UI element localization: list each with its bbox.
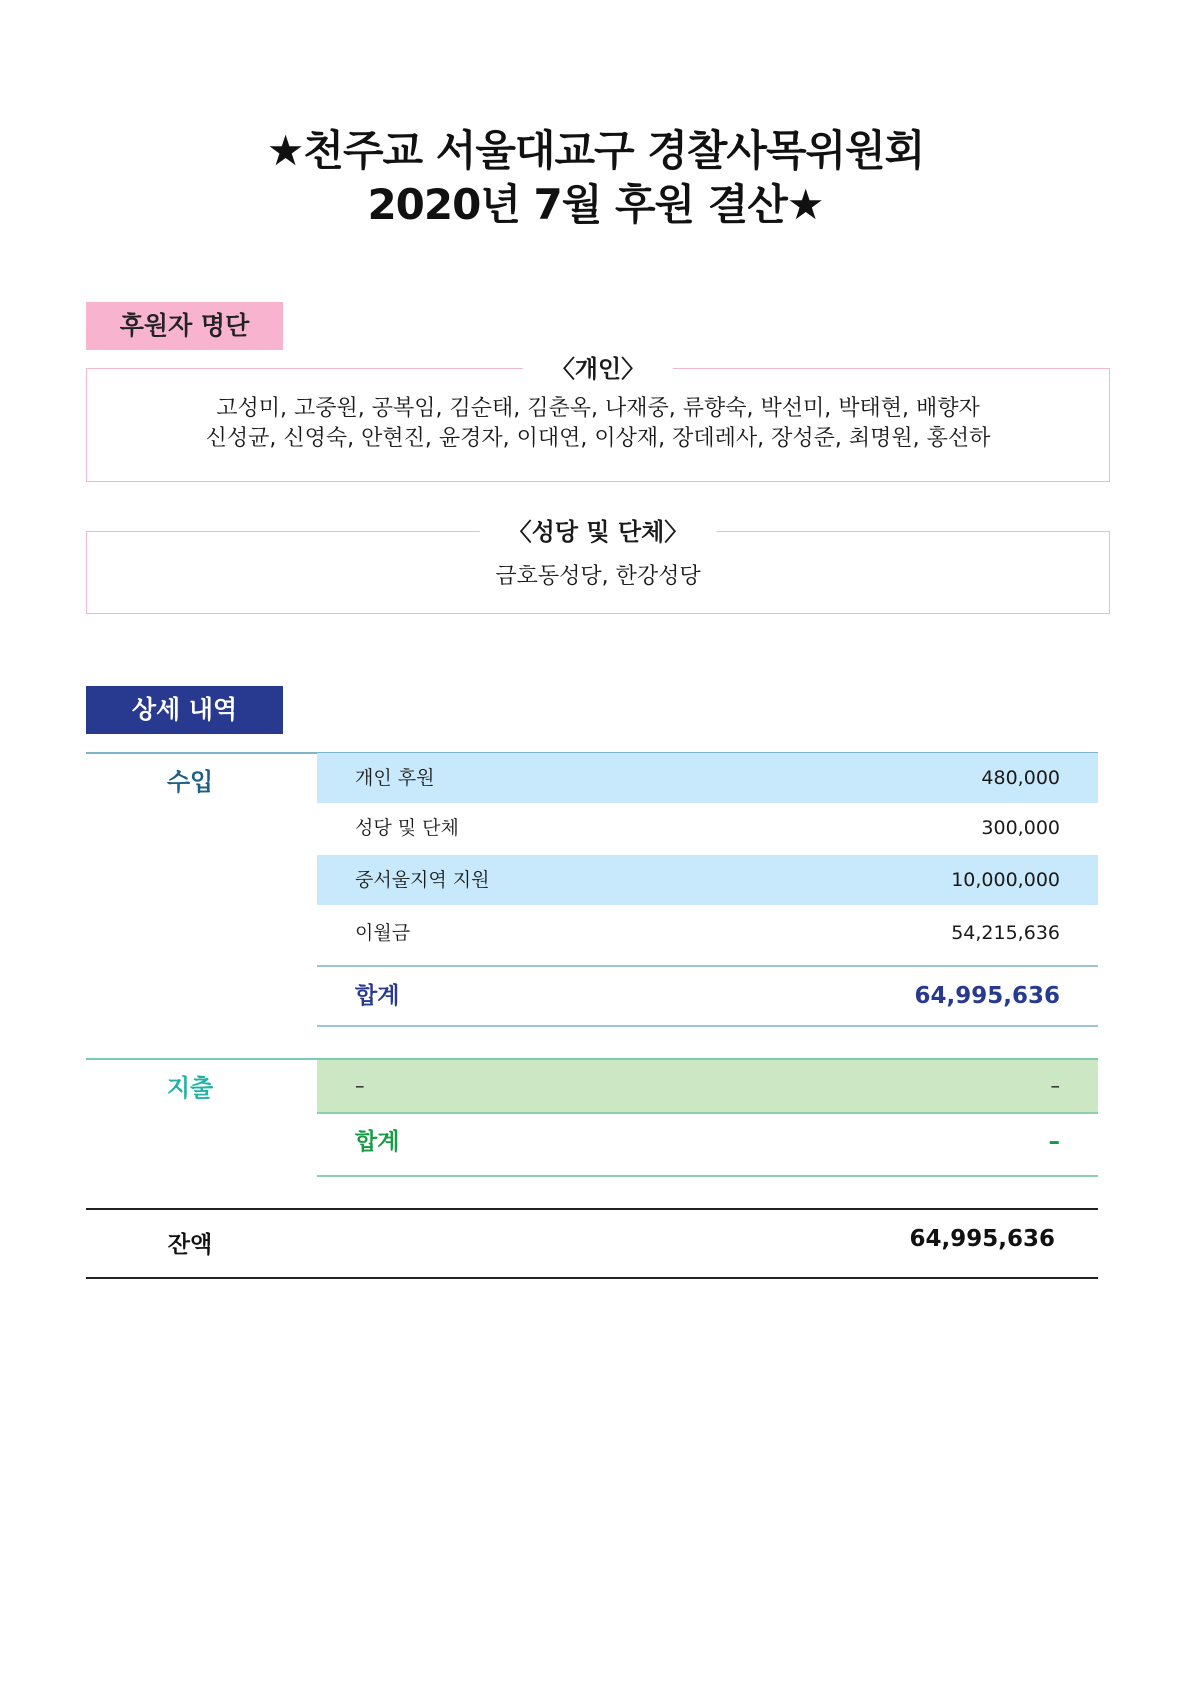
expense-row-value: – bbox=[1050, 1075, 1060, 1097]
income-total-label: 합계 bbox=[355, 983, 400, 1009]
balance-bottom-rule bbox=[86, 1277, 1098, 1279]
detail-tag: 상세 내역 bbox=[86, 686, 283, 734]
income-row-value: 10,000,000 bbox=[951, 869, 1060, 891]
income-total-top-rule bbox=[317, 965, 1098, 967]
donor-list-tag: 후원자 명단 bbox=[86, 302, 283, 350]
income-total-value: 64,995,636 bbox=[914, 983, 1060, 1009]
income-row-label: 이월금 bbox=[355, 922, 411, 944]
church-donors-label: 〈성당 및 단체〉 bbox=[480, 512, 717, 547]
page-title-line-1: ★천주교 서울대교구 경찰사목위원회 bbox=[266, 126, 925, 175]
balance-label: 잔액 bbox=[167, 1232, 213, 1258]
expense-total-label: 합계 bbox=[355, 1129, 400, 1155]
income-row-value: 480,000 bbox=[981, 767, 1060, 789]
individual-donors-label: 〈개인〉 bbox=[523, 349, 673, 384]
individual-donors-box bbox=[86, 355, 1110, 482]
expense-row-label: – bbox=[355, 1075, 365, 1097]
income-label: 수입 bbox=[166, 768, 214, 796]
expense-total-value: – bbox=[1048, 1129, 1060, 1155]
individual-donors-line-2: 신성균, 신영숙, 안현진, 윤경자, 이대연, 이상재, 장데레사, 장성준, 최명원, 홍선하 bbox=[205, 426, 991, 451]
individual-donors-line-1: 고성미, 고중원, 공복임, 김순태, 김춘옥, 나재중, 류향숙, 박선미, 박태현, 배향자 bbox=[216, 396, 980, 421]
expense-label: 지출 bbox=[166, 1074, 214, 1102]
income-row-label: 중서울지역 지원 bbox=[355, 869, 490, 891]
church-donors-line: 금호동성당, 한강성당 bbox=[495, 564, 701, 589]
expense-bottom-rule bbox=[317, 1175, 1098, 1177]
income-row bbox=[317, 753, 1098, 803]
page-title-line-2: 2020년 7월 후원 결산★ bbox=[367, 180, 824, 229]
church-donors-box bbox=[86, 518, 1110, 614]
balance-value: 64,995,636 bbox=[909, 1226, 1055, 1252]
expense-total-row bbox=[317, 1114, 1098, 1170]
income-row bbox=[317, 908, 1098, 958]
income-row-value: 300,000 bbox=[981, 817, 1060, 839]
income-row bbox=[317, 855, 1098, 905]
income-bottom-rule bbox=[317, 1025, 1098, 1027]
income-row-label: 개인 후원 bbox=[355, 767, 435, 789]
balance-top-rule bbox=[86, 1208, 1098, 1210]
income-row-value: 54,215,636 bbox=[951, 922, 1060, 944]
income-row bbox=[317, 803, 1098, 853]
income-row-label: 성당 및 단체 bbox=[355, 817, 459, 839]
income-total-row bbox=[317, 968, 1098, 1024]
expense-row bbox=[317, 1060, 1098, 1112]
